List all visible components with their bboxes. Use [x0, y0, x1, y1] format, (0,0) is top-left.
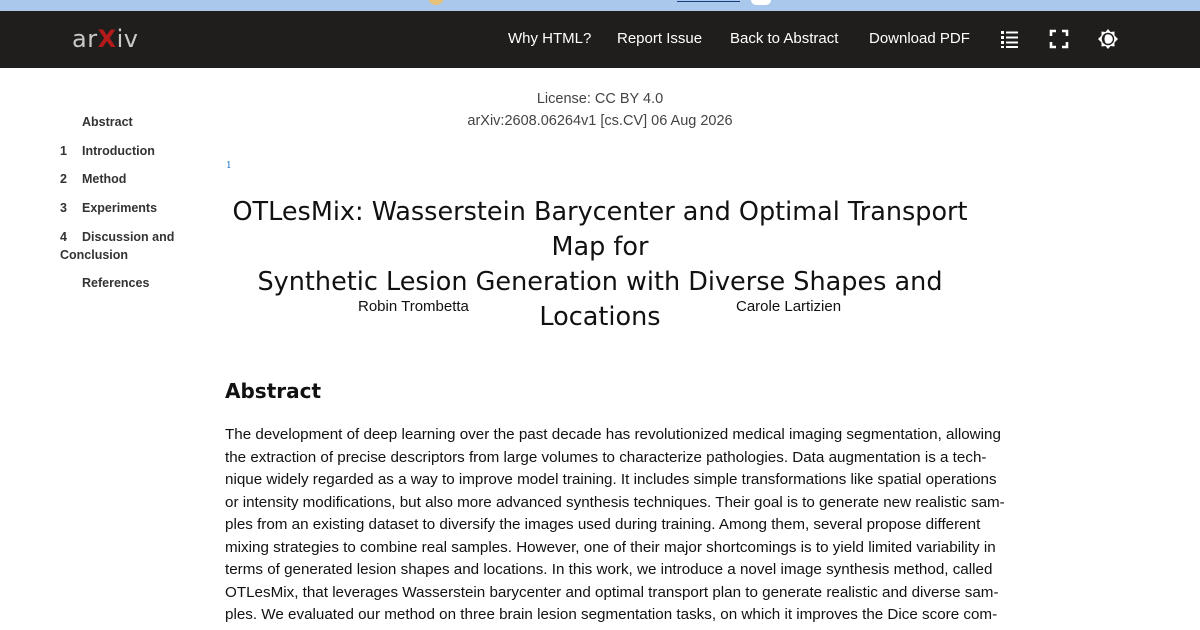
arxiv-logo[interactable]: [72, 25, 138, 53]
why-html-link[interactable]: Why HTML?: [508, 30, 592, 47]
toc-label: Method: [82, 172, 127, 186]
back-to-abstract-link[interactable]: Back to Abstract: [730, 30, 839, 47]
toc-label: Discussion and: [82, 230, 175, 244]
toc-item-method[interactable]: [60, 171, 180, 188]
toc-label-continued: Conclusion: [60, 248, 129, 262]
toc-item-references[interactable]: [82, 275, 149, 292]
toc-number: 2: [60, 172, 67, 186]
title-line-2: Synthetic Lesion Generation with Diverse Shapes and Locations: [257, 267, 943, 332]
title-line-1: OTLesMix: Wasserstein Barycenter and Optimal Transport Map for: [232, 197, 968, 262]
author-name: Carole Lartizien: [736, 298, 842, 315]
abstract-line: nique widely regarded as a way to improve model training. It includes simple transformations like spatial operations: [225, 471, 997, 488]
toc-label: Introduction: [82, 144, 155, 158]
abstract-line: OTLesMix, that leverages Wasserstein barycenter and optimal transport plan to generate realistic and diverse sam-: [225, 583, 999, 601]
abstract-heading: Abstract: [225, 379, 322, 403]
paper-title: [225, 195, 975, 335]
browser-top-strip: [0, 0, 1200, 11]
toc-label: Experiments: [82, 201, 158, 215]
download-pdf-link[interactable]: Download PDF: [869, 30, 970, 47]
toc-label: Abstract: [82, 115, 133, 129]
abstract-line: or intensity modifications, but also more advanced synthesis techniques. Their goal is to generate new realistic sam-: [225, 493, 1005, 511]
report-issue-link[interactable]: Report Issue: [617, 30, 703, 47]
abstract-line: terms of generated lesion shapes and locations. In this work, we introduce a novel image synthesis method, called: [225, 561, 993, 578]
footnote-mark[interactable]: 1: [226, 161, 232, 171]
logo-text-left: ar: [72, 25, 98, 53]
abstract-line: ples. We evaluated our method on three brain lesion segmentation tasks, on which it improves the Dice score com-: [225, 606, 998, 623]
author-name: Robin Trombetta: [358, 298, 469, 315]
banner-link-underline: [677, 1, 740, 2]
table-of-contents: [0, 68, 200, 630]
fullscreen-icon[interactable]: [1048, 28, 1070, 50]
banner-emoji-icon: [428, 0, 444, 5]
theme-toggle-icon[interactable]: [1097, 28, 1119, 50]
logo-text-x: X: [97, 25, 117, 53]
arxiv-identifier: arXiv:2608.06264v1 [cs.CV] 06 Aug 2026: [467, 113, 733, 129]
toc-item-abstract[interactable]: [82, 114, 133, 131]
paper-content: [200, 68, 1200, 630]
toc-item-discussion[interactable]: [60, 229, 190, 262]
toc-number: 4: [60, 230, 67, 244]
toc-number: 1: [60, 144, 67, 158]
abstract-text: [225, 424, 1005, 627]
list-icon[interactable]: [999, 28, 1021, 50]
abstract-line: the extraction of precise descriptors from large volumes to characterize pathologies. Data augmentation is a tech-: [225, 448, 987, 466]
toc-item-introduction[interactable]: [60, 143, 180, 160]
toc-item-experiments[interactable]: [60, 200, 180, 217]
abstract-line: The development of deep learning over the past decade has revolutionized medical imaging segmentation, allowing: [225, 426, 1001, 443]
top-navbar: [0, 11, 1200, 68]
banner-close-icon: [751, 0, 771, 5]
abstract-line: mixing strategies to combine real samples. However, one of their major shortcomings is to yield limited variability in: [225, 538, 996, 556]
license-line: License: CC BY 4.0: [536, 91, 664, 107]
logo-text-right: iv: [116, 25, 139, 53]
toc-label: References: [82, 276, 150, 290]
abstract-line: ples from an existing dataset to diversify the images used during training. Among them, several propose different: [225, 516, 981, 533]
toc-number: 3: [60, 201, 67, 215]
